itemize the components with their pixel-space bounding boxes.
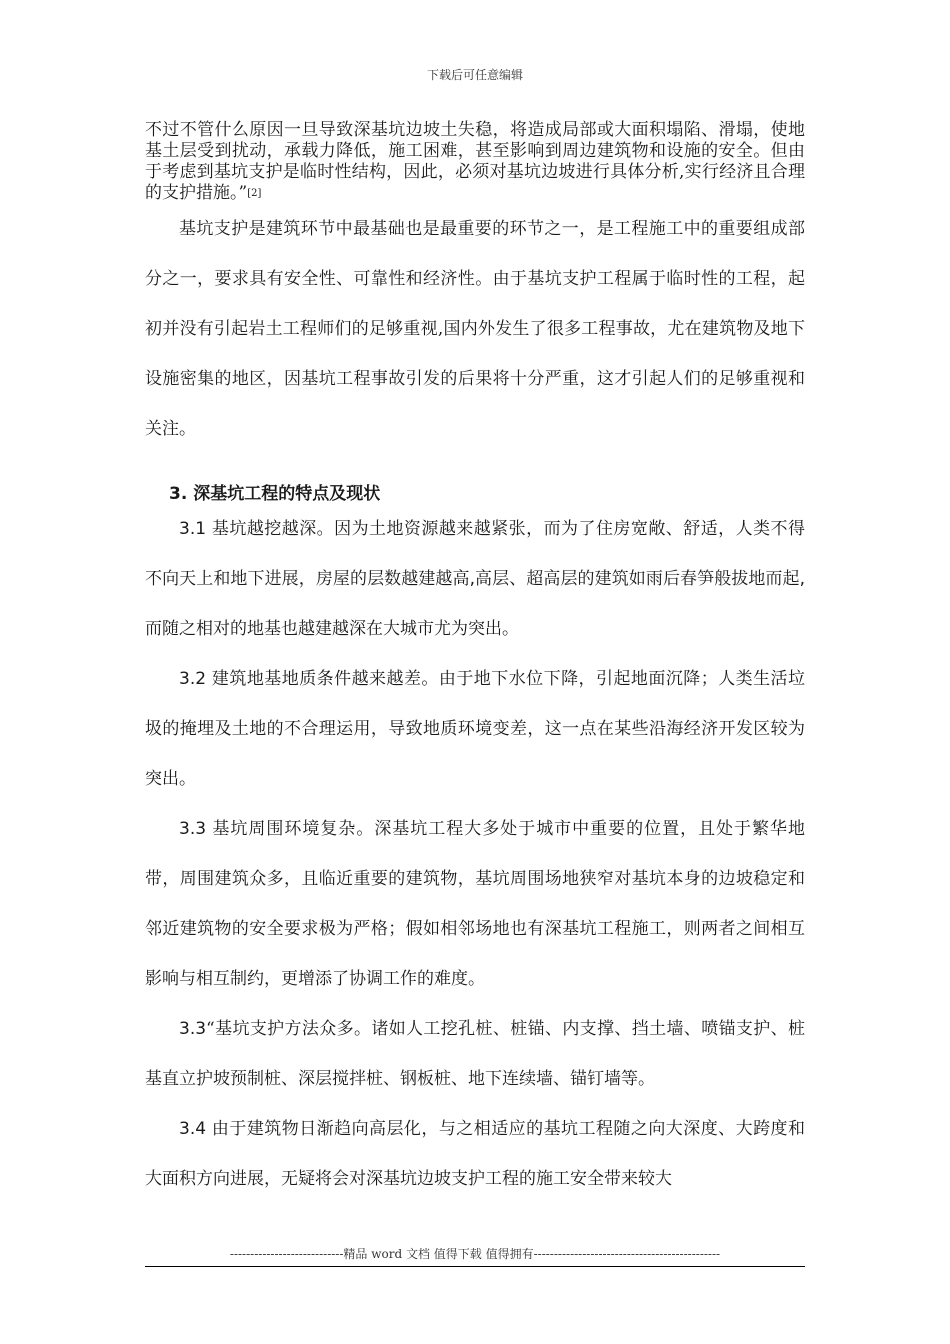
page-header: 下载后可任意编辑 bbox=[426, 68, 523, 82]
citation-ref: [2] bbox=[247, 188, 262, 199]
paragraph-quote-text: 不过不管什么原因一旦导致深基坑边坡土失稳，将造成局部或大面积塌陷、滑塌，使地基土层受到扰动，承载力降低，施工困难，甚至影响到周边建筑物和设施的安全。但由于考虑到基坑支护是临时性结构，因此，必须对基坑边坡进行具体分析,实行经济且合理的支护措施。” bbox=[145, 120, 805, 203]
section-number: 3.1 bbox=[179, 519, 207, 539]
footer-text: ----------------------------精品 word 文档 值得下载 值得拥有---------------------------------------------- bbox=[229, 1247, 721, 1261]
section-number: 3.2 bbox=[179, 669, 207, 689]
section-number: 3.3 bbox=[179, 819, 207, 839]
document-body bbox=[145, 120, 805, 1204]
footer-rule bbox=[145, 1266, 805, 1267]
section-3-3-methods: 3.3“基坑支护方法众多。诸如人工挖孔桩、桩锚、内支撑、挡土墙、喷锚支护、桩基直立护坡预制桩、深层搅拌桩、钢板桩、地下连续墙、锚钉墙等。 bbox=[145, 1019, 806, 1089]
section-number: 3.3 bbox=[179, 1019, 207, 1039]
section-3-2: 3.2 建筑地基地质条件越来越差。由于地下水位下降，引起地面沉降；人类生活垃圾的掩埋及土地的不合理运用，导致地质环境变差，这一点在某些沿海经济开发区较为突出。 bbox=[145, 669, 806, 789]
section-heading: 3. 深基坑工程的特点及现状 bbox=[169, 484, 381, 504]
section-number: 3.4 bbox=[179, 1119, 207, 1139]
section-3-3: 3.3 基坑周围环境复杂。深基坑工程大多处于城市中重要的位置，且处于繁华地带，周围建筑众多，且临近重要的建筑物，基坑周围场地狭窄对基坑本身的边坡稳定和邻近建筑物的安全要求极为严格；假如相邻场地也有深基坑工程施工，则两者之间相互影响与相互制约，更增添了协调工作的难度。 bbox=[145, 819, 806, 989]
section-3-1: 3.1 基坑越挖越深。因为土地资源越来越紧张，而为了住房宽敞、舒适，人类不得不向天上和地下进展，房屋的层数越建越高,高层、超高层的建筑如雨后春笋般拔地而起,而随之相对的地基也越建越深在大城市尤为突出。 bbox=[145, 519, 806, 639]
paragraph-intro: 基坑支护是建筑环节中最基础也是最重要的环节之一，是工程施工中的重要组成部分之一，要求具有安全性、可靠性和经济性。由于基坑支护工程属于临时性的工程，起初并没有引起岩土工程师们的足够重视,国内外发生了很多工程事故，尤在建筑物及地下设施密集的地区，因基坑工程事故引发的后果将十分严重，这才引起人们的足够重视和关注。 bbox=[145, 219, 805, 439]
page-footer bbox=[145, 1247, 805, 1267]
paragraph-quote bbox=[145, 120, 805, 204]
section-3-4: 3.4 由于建筑物日渐趋向高层化，与之相适应的基坑工程随之向大深度、大跨度和大面积方向进展，无疑将会对深基坑边坡支护工程的施工安全带来较大 bbox=[145, 1119, 805, 1189]
